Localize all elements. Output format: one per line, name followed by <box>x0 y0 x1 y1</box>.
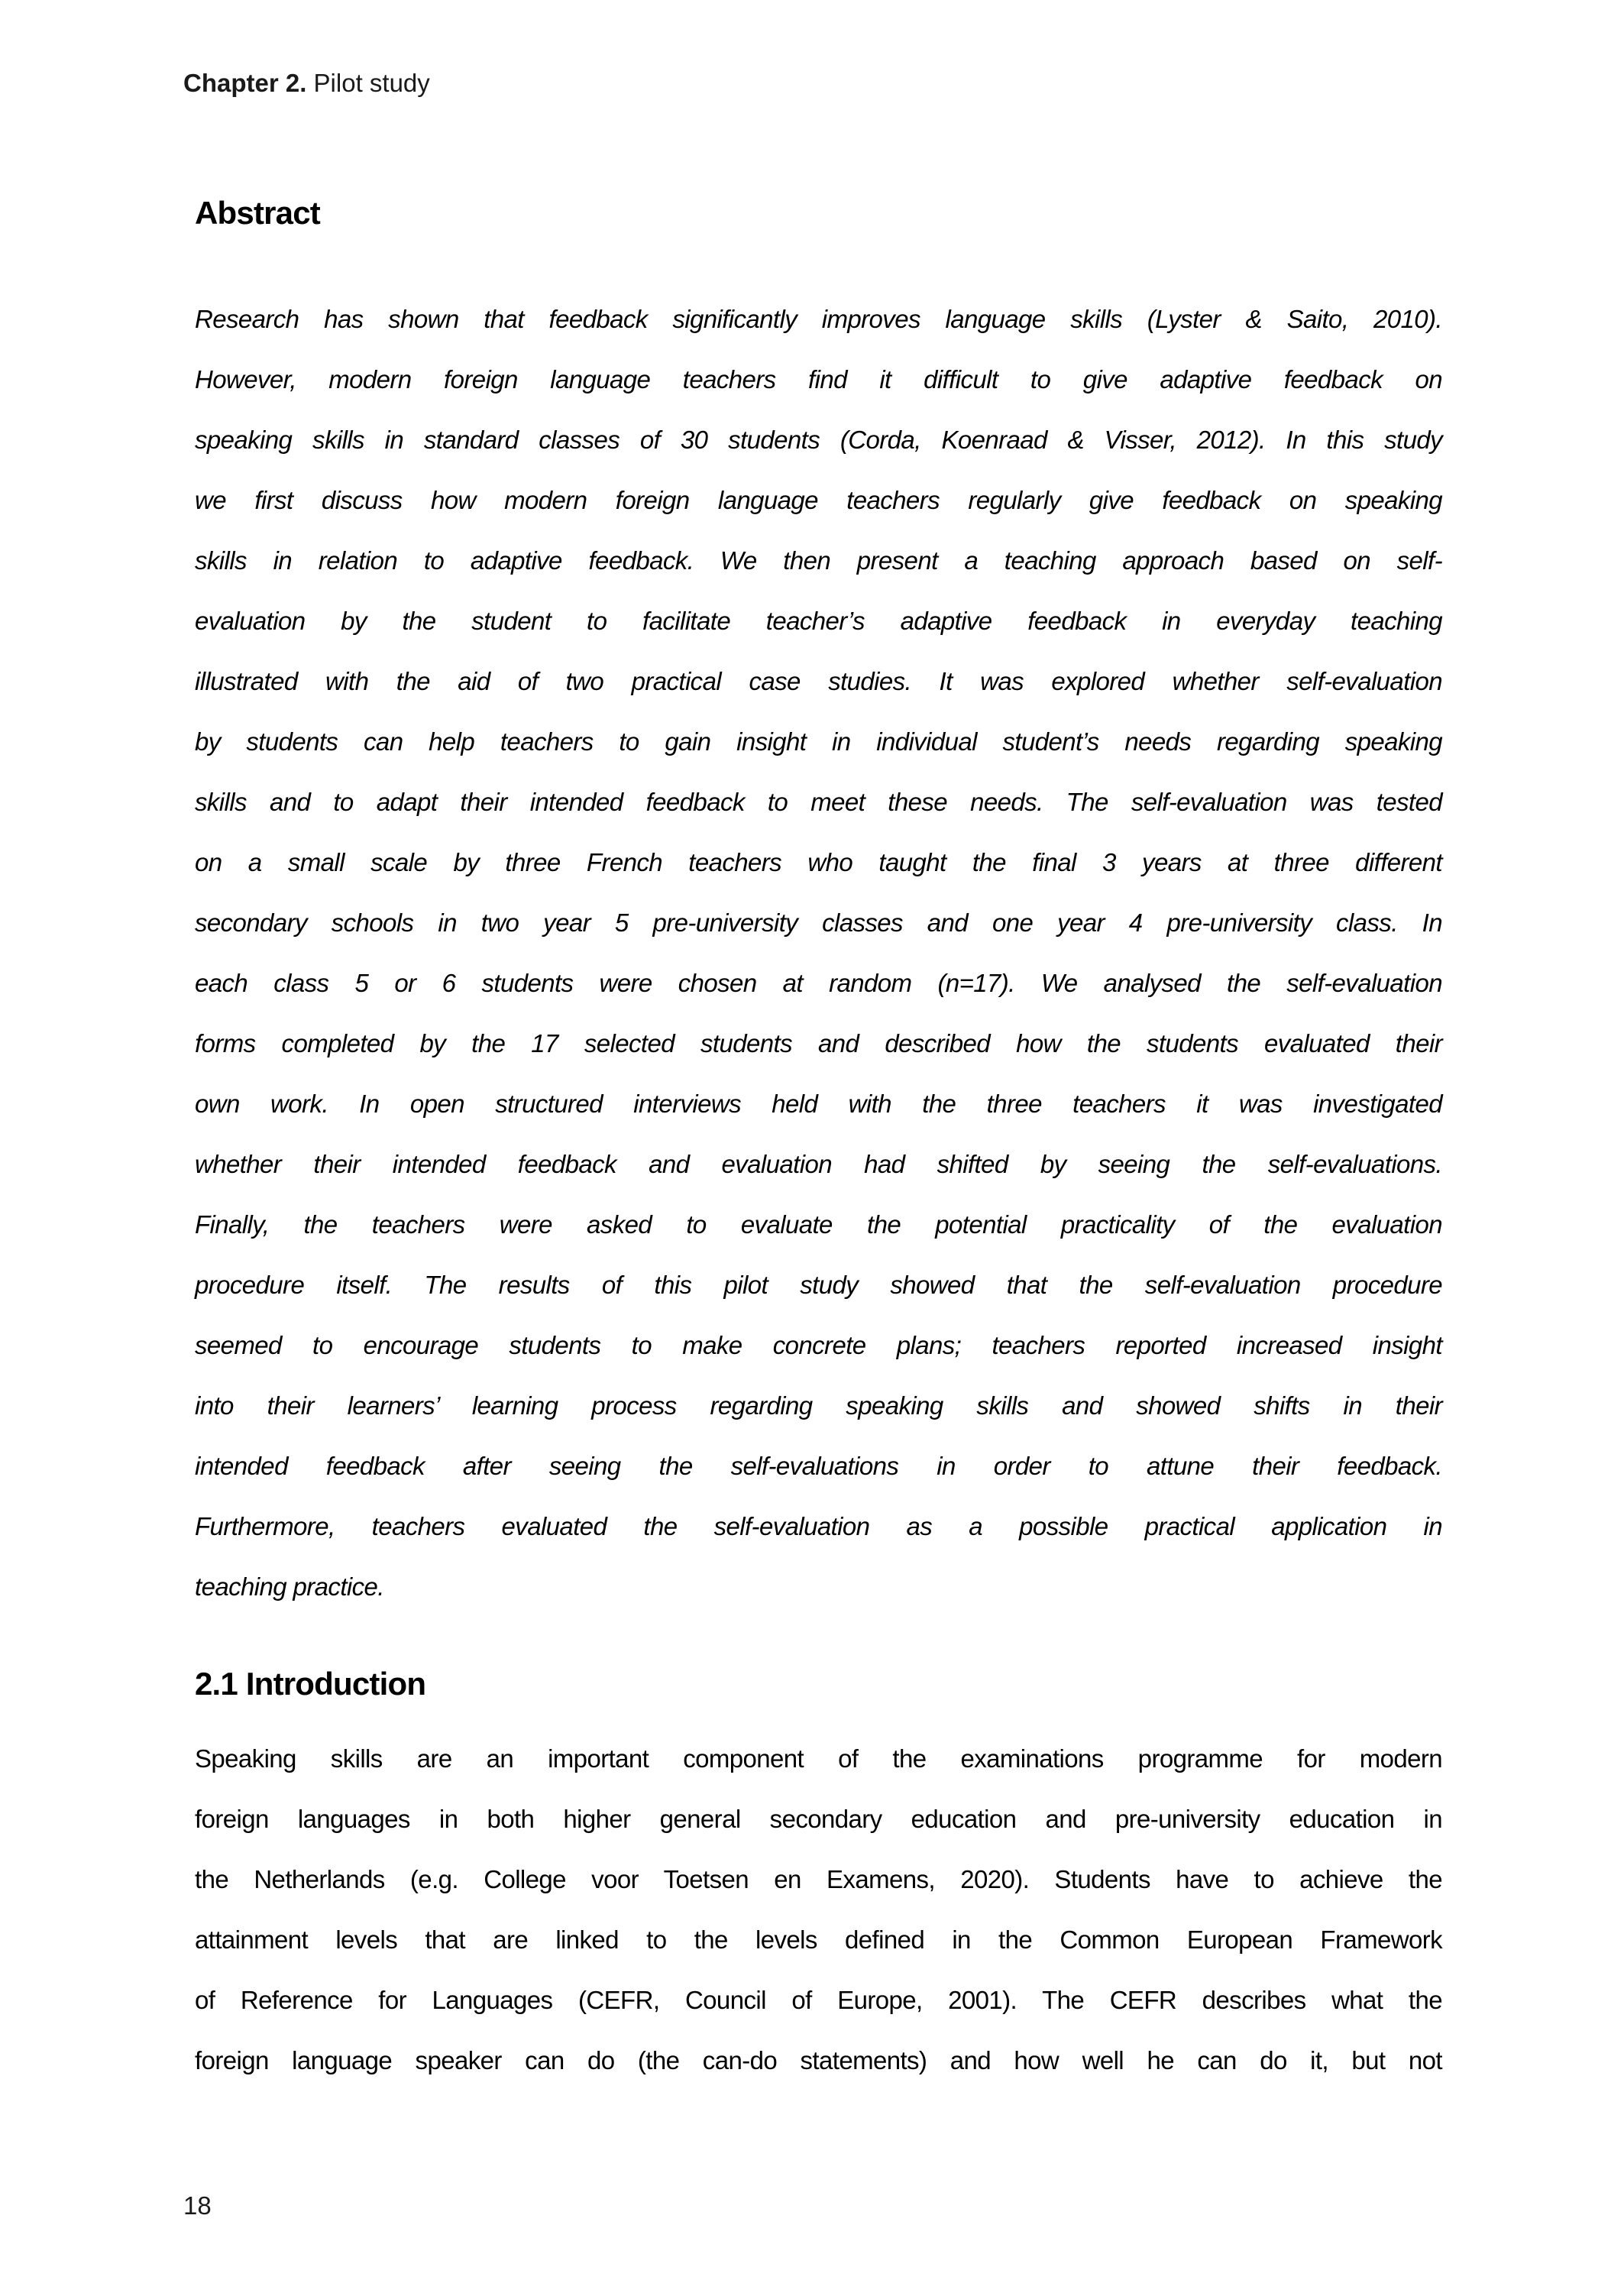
text-line: skills in relation to adaptive feedback. We then present a teaching approach based on self- <box>195 546 1442 575</box>
page-number: 18 <box>183 2191 212 2220</box>
running-header <box>183 69 430 98</box>
introduction-heading: 2.1 Introduction <box>195 1666 426 1702</box>
abstract-body <box>195 289 1442 1617</box>
chapter-title: Pilot study <box>313 69 430 97</box>
text-line: the Netherlands (e.g. College voor Toetsen en Examens, 2020). Students have to achieve the <box>195 1865 1442 1893</box>
text-line: we first discuss how modern foreign language teachers regularly give feedback on speaking <box>195 486 1442 514</box>
text-line: secondary schools in two year 5 pre-university classes and one year 4 pre-university class. In <box>195 908 1442 937</box>
text-line: illustrated with the aid of two practical case studies. It was explored whether self-evaluation <box>195 667 1442 695</box>
text-line: Speaking skills are an important component of the examinations programme for modern <box>195 1744 1442 1773</box>
text-line: Finally, the teachers were asked to evaluate the potential practicality of the evaluation <box>195 1210 1442 1239</box>
abstract-heading: Abstract <box>195 195 320 231</box>
text-line: own work. In open structured interviews held with the three teachers it was investigated <box>195 1090 1442 1118</box>
text-line: by students can help teachers to gain insight in individual student’s needs regarding speaking <box>195 727 1442 756</box>
text-line: intended feedback after seeing the self-evaluations in order to attune their feedback. <box>195 1452 1442 1480</box>
text-line: speaking skills in standard classes of 30 students (Corda, Koenraad & Visser, 2012). In this study <box>195 426 1442 454</box>
text-line: each class 5 or 6 students were chosen at random (n=17). We analysed the self-evaluation <box>195 969 1442 997</box>
text-line: into their learners’ learning process regarding speaking skills and showed shifts in their <box>195 1391 1442 1420</box>
chapter-label: Chapter 2. <box>183 69 307 97</box>
text-line: However, modern foreign language teachers find it difficult to give adaptive feedback on <box>195 365 1442 394</box>
text-line: teaching practice. <box>195 1572 384 1601</box>
text-line: Furthermore, teachers evaluated the self-evaluation as a possible practical application in <box>195 1512 1442 1540</box>
text-line: attainment levels that are linked to the levels defined in the Common European Framework <box>195 1925 1442 1954</box>
text-line: on a small scale by three French teachers who taught the final 3 years at three different <box>195 848 1442 876</box>
text-line: Research has shown that feedback significantly improves language skills (Lyster & Saito, 2010). <box>195 305 1442 333</box>
text-line: foreign language speaker can do (the can-do statements) and how well he can do it, but not <box>195 2046 1442 2074</box>
text-line: foreign languages in both higher general secondary education and pre-university education in <box>195 1805 1442 1833</box>
text-line: of Reference for Languages (CEFR, Council of Europe, 2001). The CEFR describes what the <box>195 1986 1442 2014</box>
introduction-body <box>195 1728 1442 2091</box>
text-line: seemed to encourage students to make concrete plans; teachers reported increased insight <box>195 1331 1442 1359</box>
text-line: forms completed by the 17 selected students and described how the students evaluated their <box>195 1029 1442 1057</box>
text-line: evaluation by the student to facilitate teacher’s adaptive feedback in everyday teaching <box>195 607 1442 635</box>
text-line: whether their intended feedback and evaluation had shifted by seeing the self-evaluations. <box>195 1150 1442 1178</box>
text-line: procedure itself. The results of this pilot study showed that the self-evaluation procedure <box>195 1271 1442 1299</box>
text-line: skills and to adapt their intended feedback to meet these needs. The self-evaluation was tested <box>195 788 1442 816</box>
